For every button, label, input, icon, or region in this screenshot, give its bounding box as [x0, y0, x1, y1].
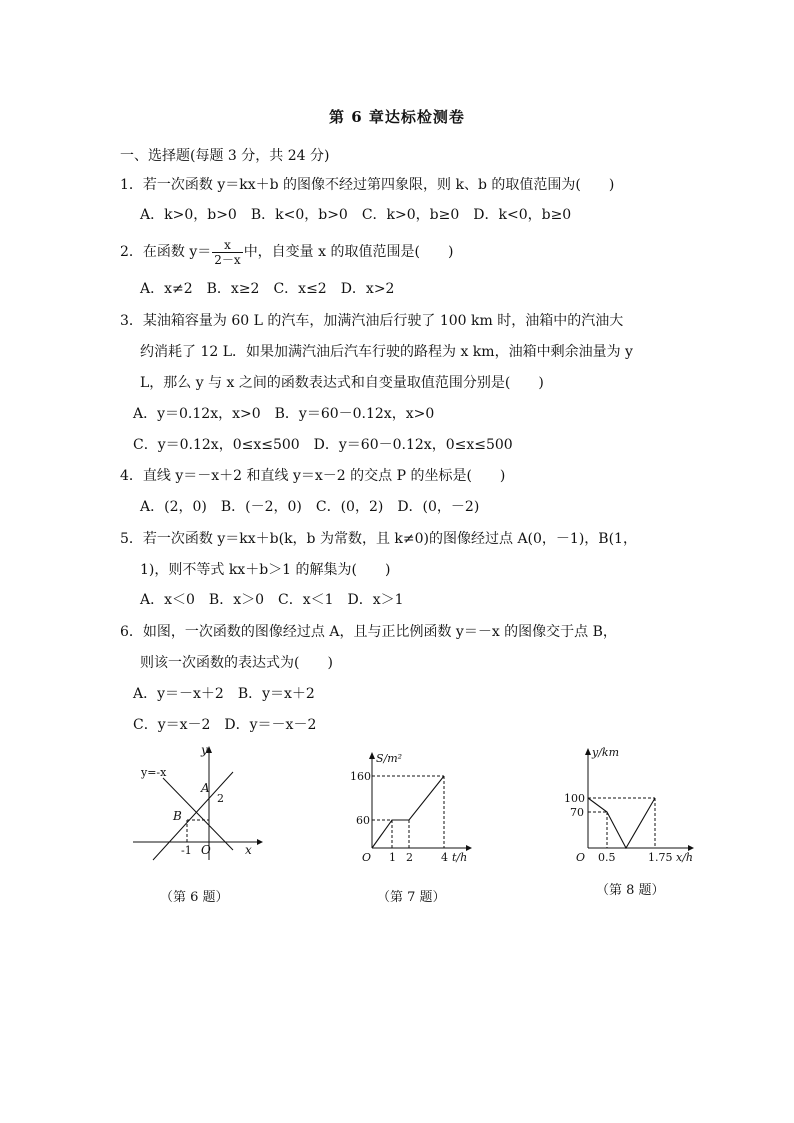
y-axis-label: y/km: [592, 746, 620, 759]
question-4-options: A．(2，0) B．(－2，0) C．(0，2) D．(0，－2): [140, 499, 480, 515]
question-4-stem: 4．直线 y＝－x＋2 和直线 y＝x－2 的交点 P 的坐标是( ): [120, 468, 506, 484]
question-2-stem: [120, 236, 453, 268]
question-6-options-cd: C．y＝x－2 D．y＝－x－2: [133, 717, 317, 733]
question-3-options-ab: A．y＝0.12x，x>0 B．y＝60－0.12x，x>0: [133, 406, 435, 422]
x-axis-arrow-icon: [257, 839, 263, 845]
question-6-options-ab: A．y＝－x＋2 B．y＝x＋2: [133, 686, 315, 702]
y-axis-arrow-icon: [369, 752, 375, 759]
x-tick-1: 1: [389, 851, 396, 864]
x-tick-1-75: 1.75: [648, 851, 673, 864]
section-heading: 一、选择题(每题 3 分，共 24 分): [120, 148, 330, 164]
question-1-stem: 1．若一次函数 y＝kx＋b 的图像不经过第四象限，则 k、b 的取值范围为( ): [120, 177, 615, 193]
question-3-options-cd: C．y＝0.12x，0≤x≤500 D．y＝60－0.12x，0≤x≤500: [133, 437, 513, 453]
point-b-label: B: [173, 809, 182, 823]
figure-6-svg: [125, 740, 265, 865]
question-5-line-1: 5．若一次函数 y＝kx＋b(k，b 为常数，且 k≠0)的图像经过点 A(0，－1)，B(1，: [120, 531, 637, 547]
question-2-stem-post: 中，自变量 x 的取值范围是( ): [243, 244, 454, 260]
point-a-label: A: [201, 781, 210, 795]
y-tick-70: 70: [570, 806, 584, 819]
figure-8-caption: （第 8 题）: [596, 883, 665, 898]
question-3-line-3: L，那么 y 与 x 之间的函数表达式和自变量取值范围分别是( ): [140, 375, 544, 391]
y-axis-arrow-icon: [585, 748, 591, 755]
tick-label-2: 2: [217, 792, 224, 805]
figure-6-caption: （第 6 题）: [160, 890, 229, 905]
line-label: y=-x: [141, 766, 167, 779]
x-tick-4: 4: [441, 851, 448, 864]
x-tick-0-5: 0.5: [598, 851, 616, 864]
question-3-line-2: 约消耗了 12 L．如果加满汽油后汽车行驶的路程为 x km，油箱中剩余油量为 y: [140, 344, 633, 360]
x-tick-2: 2: [406, 851, 413, 864]
figure-7: [340, 748, 480, 872]
tick-label-neg1: -1: [181, 844, 192, 857]
fraction: [212, 238, 242, 267]
y-tick-60: 60: [356, 814, 370, 827]
question-2-stem-pre: 2．在函数 y＝: [120, 244, 212, 260]
page-title: 第 6 章达标检测卷: [329, 108, 465, 126]
graph-line: [588, 798, 655, 848]
y-tick-160: 160: [350, 770, 371, 783]
figure-8-svg: [560, 740, 700, 865]
question-5-options: A．x＜0 B．x＞0 C．x＜1 D．x＞1: [140, 592, 404, 608]
y-axis-label: y: [201, 743, 208, 757]
figure-7-svg: [340, 748, 480, 868]
question-3-line-1: 3．某油箱容量为 60 L 的汽车，加满汽油后行驶了 100 km 时，油箱中的汽油大: [120, 313, 624, 329]
fraction-numerator: x: [212, 238, 242, 253]
question-5-line-2: 1)，则不等式 kx＋b＞1 的解集为( ): [140, 562, 391, 578]
y-axis-label: S/m²: [376, 752, 403, 765]
figure-8: [560, 740, 700, 869]
fraction-denominator: 2－x: [214, 252, 241, 267]
origin-label: O: [362, 851, 372, 864]
x-axis-label: t/h: [452, 851, 468, 864]
x-axis-label: x: [245, 843, 252, 857]
figure-7-caption: （第 7 题）: [377, 890, 446, 905]
linear-function-line: [153, 772, 233, 860]
question-6-line-2: 则该一次函数的表达式为( ): [140, 655, 333, 671]
origin-label: O: [201, 843, 211, 857]
question-1-options: A．k>0，b>0 B．k<0，b>0 C．k>0，b≥0 D．k<0，b≥0: [140, 207, 572, 223]
question-6-line-1: 6．如图，一次函数的图像经过点 A，且与正比例函数 y＝－x 的图像交于点 B，: [120, 624, 617, 640]
x-axis-label: x/h: [676, 851, 693, 864]
y-tick-100: 100: [564, 792, 585, 805]
figure-6: [125, 740, 265, 869]
origin-label: O: [576, 851, 586, 864]
question-2-options: A．x≠2 B．x≥2 C．x≤2 D．x>2: [140, 281, 395, 297]
graph-line: [372, 776, 444, 848]
